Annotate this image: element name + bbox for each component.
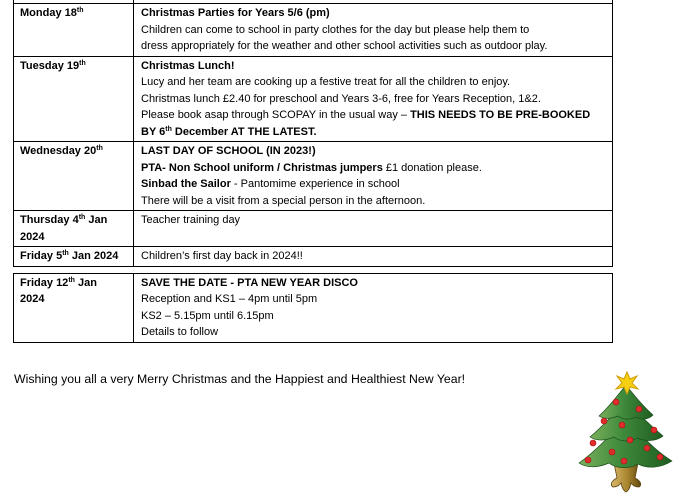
- event-row: [13, 4, 613, 57]
- event-details-cell: [134, 142, 612, 210]
- text-line: LAST DAY OF SCHOOL (IN 2023!): [141, 145, 316, 157]
- text-line: 2024: [20, 230, 45, 243]
- event-date-cell: [14, 274, 134, 342]
- event-details-cell: [134, 0, 612, 3]
- text-line: Thursday 4th Jan: [20, 214, 108, 226]
- text-line: Sinbad the Sailor - Pantomime experience in school: [141, 178, 400, 190]
- text-line: dress appropriately for the weather and other school activities such as outdoor play.: [141, 40, 548, 52]
- event-date-cell: [14, 142, 134, 210]
- text-line: Reception and KS1 – 4pm until 5pm: [141, 293, 318, 305]
- text-line: Children’s first day back in 2024!!: [141, 250, 303, 262]
- event-date-cell: [14, 211, 134, 246]
- event-details-cell: [134, 211, 612, 246]
- event-date-cell: [14, 247, 134, 266]
- text-line: Christmas Parties for Years 5/6 (pm): [141, 7, 330, 19]
- event-details-cell: [134, 247, 612, 266]
- event-details-cell: [134, 57, 612, 142]
- text-line: SAVE THE DATE - PTA NEW YEAR DISCO: [141, 276, 358, 289]
- event-date-cell: [14, 57, 134, 142]
- text-line: Children can come to school in party clothes for the day but please help them to: [141, 23, 530, 36]
- text-line: Friday 12th Jan: [20, 276, 97, 289]
- christmas-tree-image: [575, 371, 677, 493]
- event-row: [13, 211, 613, 247]
- text-line: Wednesday 20th: [20, 145, 103, 157]
- text-line: PTA- Non School uniform / Christmas jumpers £1 donation please.: [141, 161, 482, 174]
- event-row: [13, 142, 613, 211]
- text-line: Details to follow: [141, 326, 219, 338]
- text-line: BY 6th December AT THE LATEST.: [141, 125, 317, 138]
- event-date-cell: [14, 0, 134, 3]
- text-line: KS2 – 5.15pm until 6.15pm: [141, 309, 274, 322]
- text-line: Friday 5th Jan 2024: [20, 250, 119, 262]
- text-line: Teacher training day: [141, 214, 241, 226]
- text-line: Monday 18th: [20, 7, 84, 19]
- text-line: Lucy and her team are cooking up a festive treat for all the children to enjoy.: [141, 76, 511, 88]
- event-row: [13, 57, 613, 143]
- event-details-cell: [134, 274, 612, 342]
- text-line: Tuesday 19th: [20, 59, 86, 72]
- tree-star-icon: [616, 372, 638, 394]
- text-line: Christmas lunch £2.40 for preschool and Years 3-6, free for Years Reception, 1&2.: [141, 92, 541, 105]
- text-line: Christmas Lunch!: [141, 59, 235, 72]
- text-line: Please book asap through SCOPAY in the usual way – THIS NEEDS TO BE PRE-BOOKED: [141, 109, 591, 121]
- text-line: There will be a visit from a special person in the afternoon.: [141, 194, 426, 207]
- event-row: [13, 273, 613, 343]
- closing-message: Wishing you all a very Merry Christmas and the Happiest and Healthiest New Year!: [14, 372, 466, 386]
- event-date-cell: [14, 4, 134, 56]
- text-line: 2024: [20, 293, 45, 305]
- event-details-cell: [134, 4, 612, 56]
- event-row: [13, 247, 613, 267]
- events-table: [13, 0, 613, 343]
